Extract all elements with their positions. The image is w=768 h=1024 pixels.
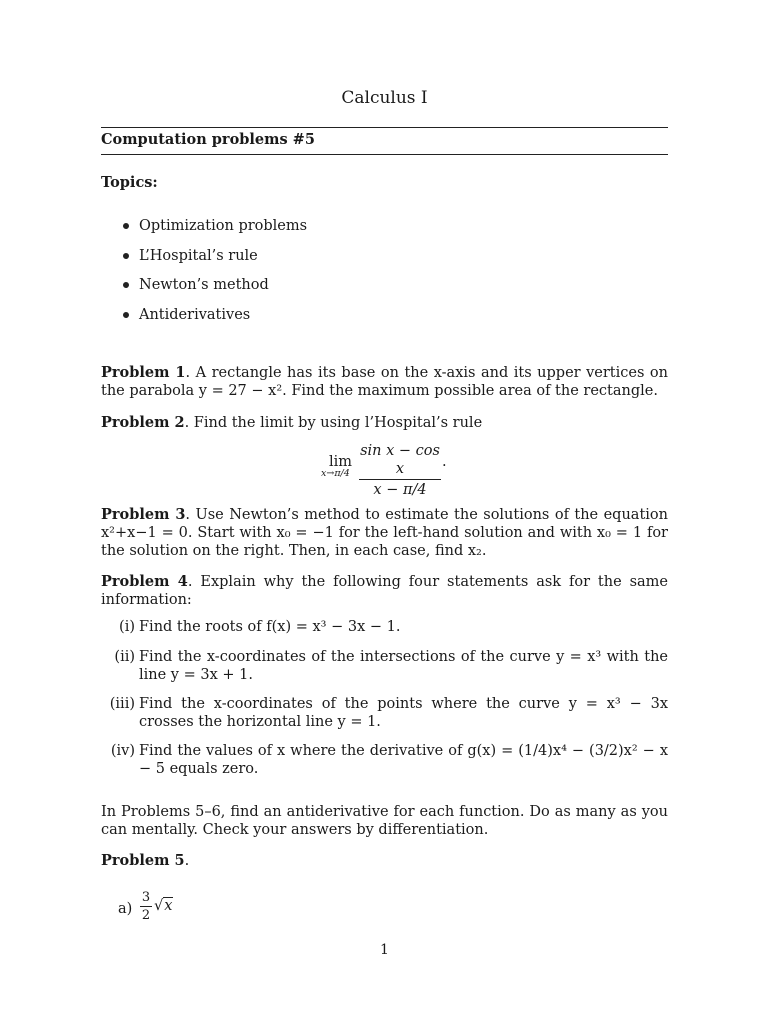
limit-operator: lim [329, 454, 353, 470]
part-label: a) [118, 901, 133, 917]
limit-fraction [359, 442, 441, 499]
fraction-denominator: 2 [141, 908, 151, 923]
document-title: Calculus I [341, 88, 428, 108]
antiderivative-intro: In Problems 5–6, find an antiderivative for each function. Do as many as you can mentally. Check your answers by differentiation. [101, 804, 668, 838]
item-label: (ii) [114, 649, 135, 665]
problem-label: Problem 1 [101, 364, 186, 381]
list-item: Antiderivatives [101, 305, 307, 335]
bullet-icon [123, 223, 129, 229]
problem-label: Problem 3 [101, 506, 186, 523]
problem-label: Problem 2 [101, 414, 185, 431]
problem-5 [101, 852, 668, 870]
problem-text: . A rectangle has its base on the x-axis and its upper vertices on the parabola y = 27 − x². Find the maximum possible area of the rectangle. [101, 365, 668, 399]
limit-subscript: x→π/4 [321, 468, 350, 479]
bullet-icon [123, 312, 129, 318]
problem-period: . [184, 853, 190, 869]
item-label: (iv) [110, 743, 135, 759]
sqrt-icon: √ [154, 898, 164, 914]
page-number: 1 [380, 942, 389, 958]
top-rule [101, 127, 668, 128]
bottom-rule [101, 154, 668, 155]
fraction-denominator: x − π/4 [373, 482, 427, 498]
problem-label: Problem 4 [101, 573, 188, 590]
problem-text: . Explain why the following four statements ask for the same information: [101, 574, 668, 608]
limit-period: . [442, 454, 447, 470]
topics-heading: Topics: [101, 174, 158, 191]
problem-label: Problem 5 [101, 852, 185, 869]
item-text: Find the x-coordinates of the intersections of the curve y = x³ with the line y = 3x + 1. [139, 649, 668, 683]
item-text: Find the values of x where the derivative of g(x) = (1/4)x⁴ − (3/2)x² − x − 5 equals zero. [139, 743, 668, 777]
item-label: (i) [119, 619, 135, 635]
item-text: Find the roots of f(x) = x³ − 3x − 1. [139, 619, 401, 635]
problem-1 [101, 364, 668, 400]
fraction-bar [140, 906, 152, 907]
topics-list [101, 216, 307, 335]
sheet-heading: Computation problems #5 [101, 131, 315, 148]
bullet-icon [123, 253, 129, 259]
fraction-numerator: sin x − cos x [360, 443, 440, 477]
list-item: Newton’s method [101, 275, 307, 305]
problem-2 [101, 414, 668, 432]
limit-expression [319, 442, 459, 498]
radicand: x [164, 898, 173, 914]
bullet-icon [123, 282, 129, 288]
problem-4 [101, 573, 668, 609]
square-root [154, 898, 173, 914]
list-item: Optimization problems [101, 216, 307, 246]
problem-3 [101, 506, 668, 560]
fraction-bar [359, 479, 441, 480]
part-a-fraction [140, 890, 152, 923]
item-label: (iii) [109, 696, 135, 712]
fraction-numerator: 3 [141, 890, 151, 905]
problem-text: . Find the limit by using l’Hospital’s rule [184, 415, 483, 431]
item-text: Find the x-coordinates of the points where the curve y = x³ − 3x crosses the horizontal line y = 1. [139, 696, 668, 730]
list-item: L’Hospital’s rule [101, 246, 307, 276]
problem-text: . Use Newton’s method to estimate the solutions of the equation x²+x−1 = 0. Start with x₀ = −1 for the left-hand solution and with x₀ = 1 for the solution on the right. Then, in each case, find x₂. [101, 507, 668, 559]
